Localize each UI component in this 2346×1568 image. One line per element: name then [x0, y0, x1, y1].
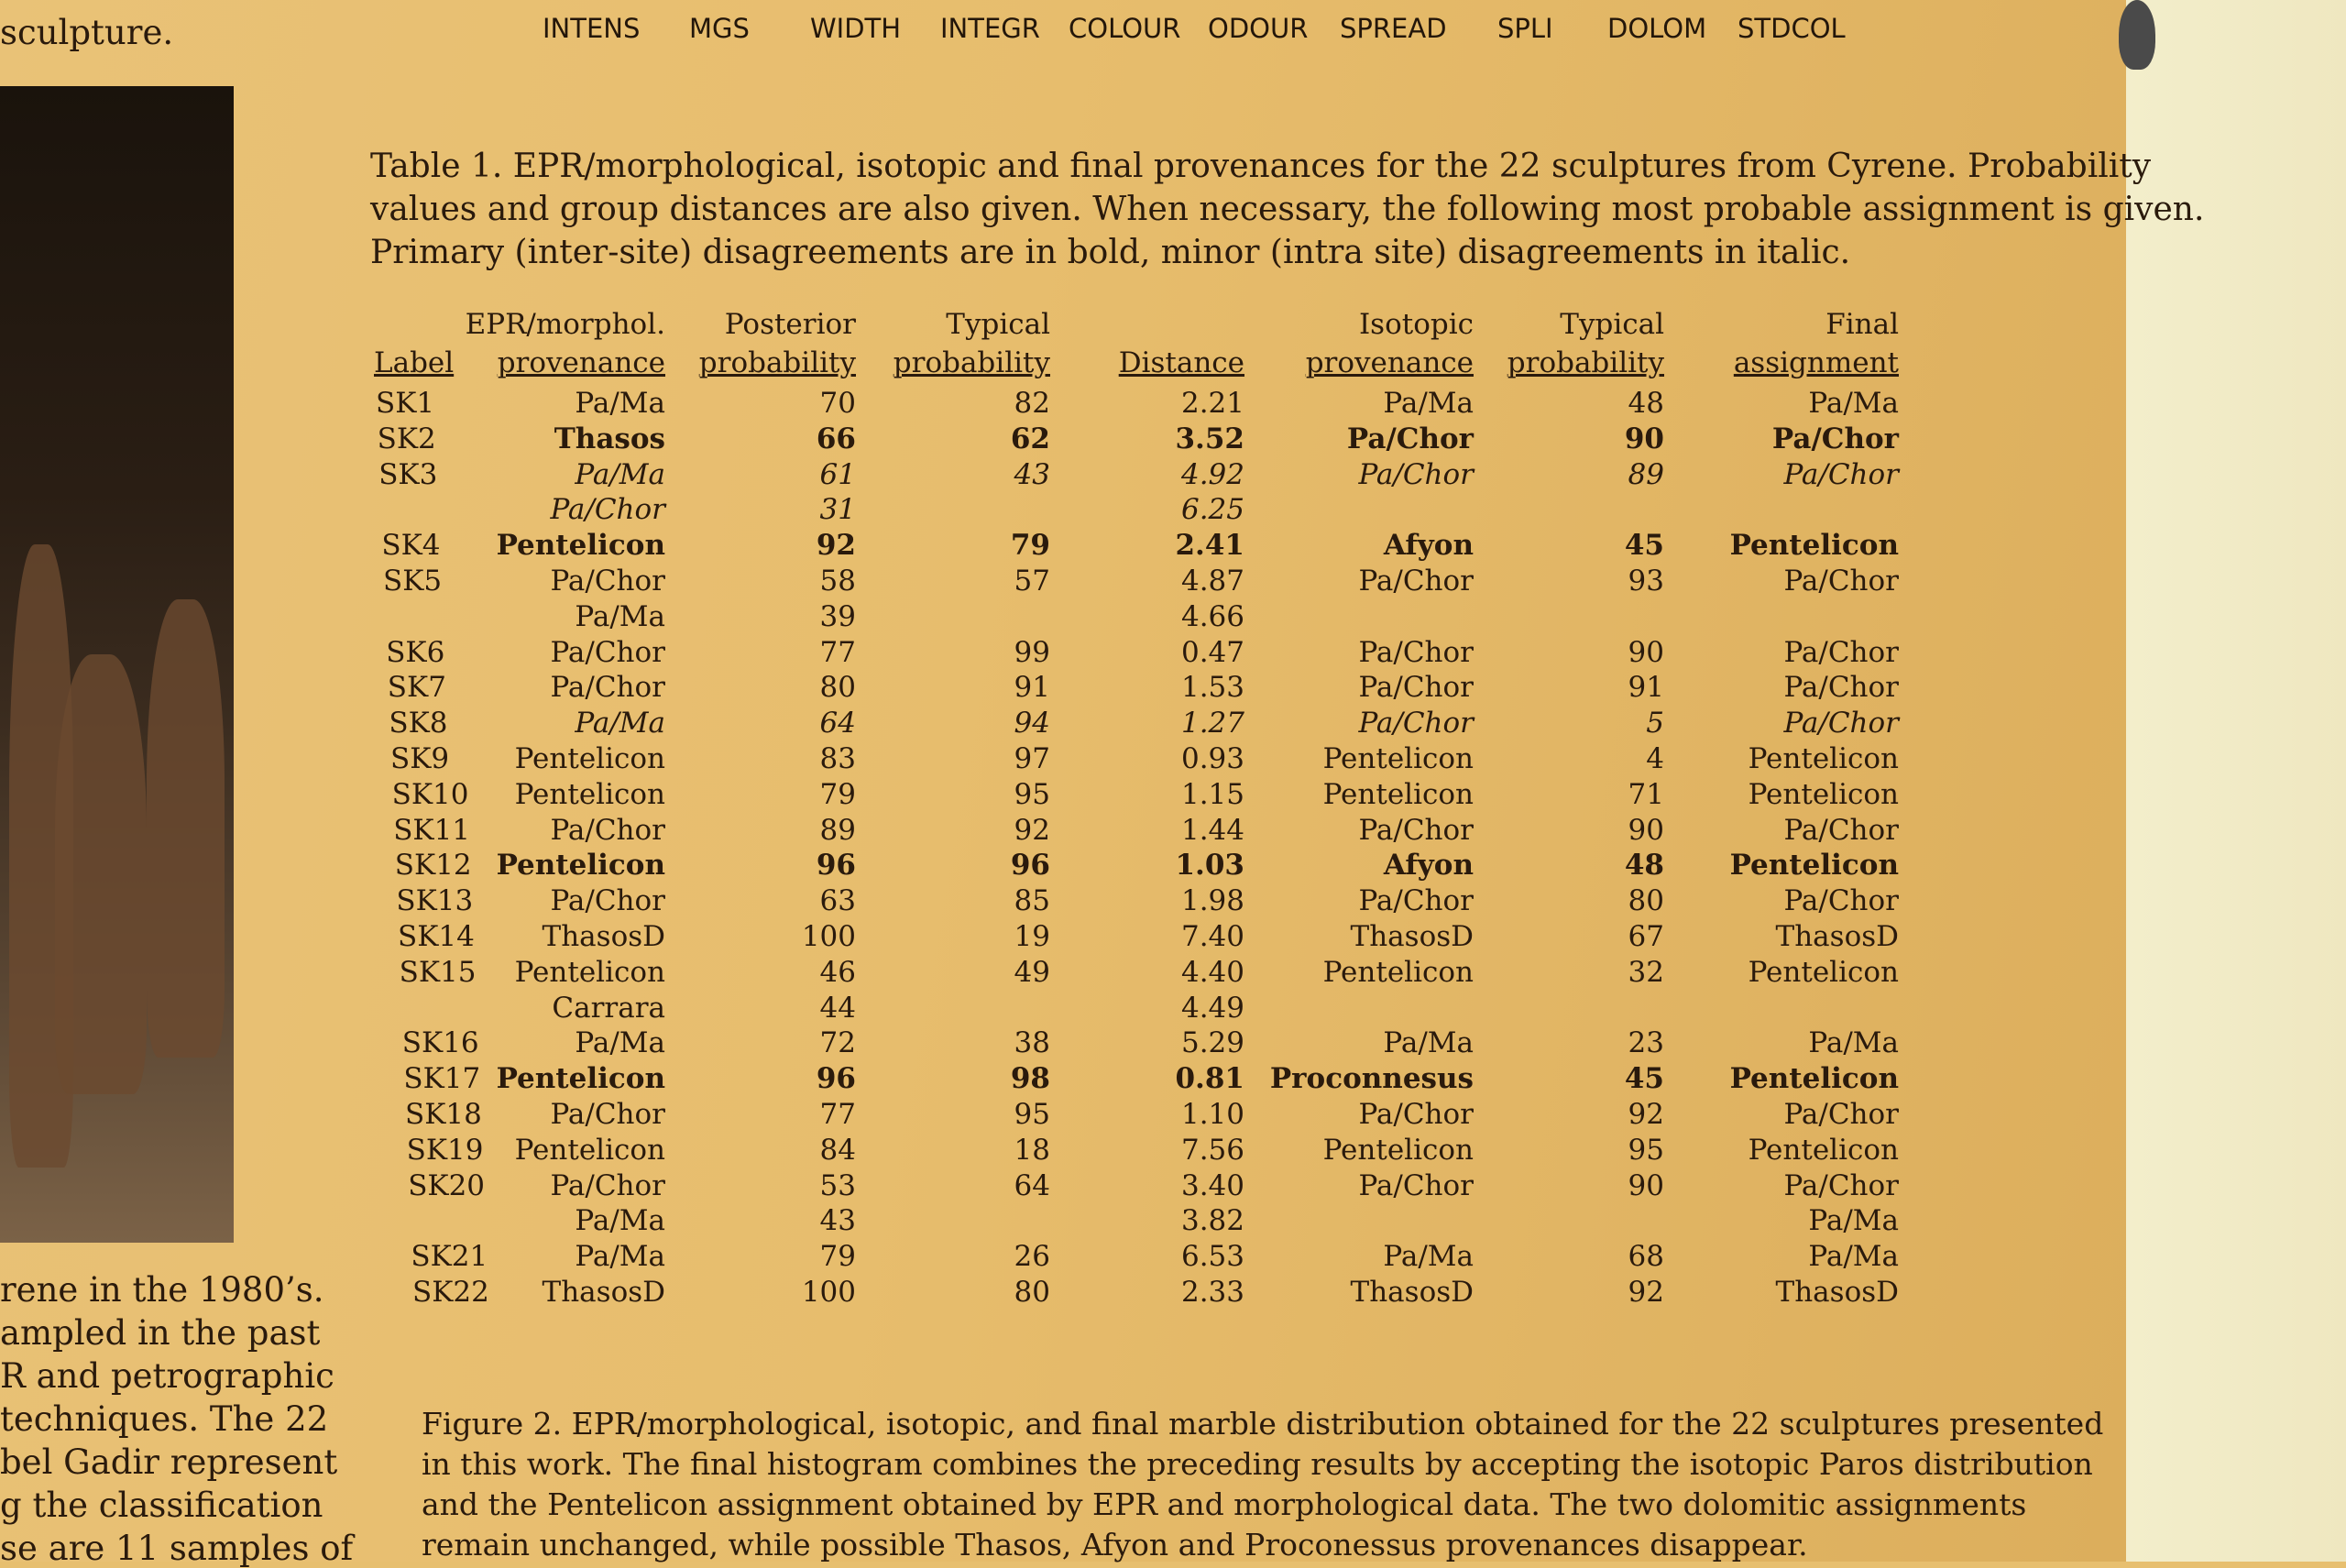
- cell-epr-provenance: Pa/Ma: [575, 1240, 665, 1274]
- cell-isotopic-provenance: Pa/Chor: [1346, 422, 1474, 455]
- cell-posterior-probability: 84: [819, 1133, 856, 1167]
- header-epr-provenance-line2: provenance: [497, 346, 665, 379]
- cell-typical-probability-2: 48: [1624, 849, 1664, 883]
- histogram-label-stdcol: STDCOL: [1738, 13, 1846, 44]
- cell-typical-probability: 96: [1010, 849, 1050, 883]
- sculpture-photo: [0, 86, 234, 1243]
- histogram-label-mgs: MGS: [689, 13, 750, 44]
- cell-epr-provenance: Thasos: [554, 422, 665, 455]
- cell-distance: 1.03: [1175, 849, 1244, 883]
- cell-epr-provenance: Pa/Chor: [550, 884, 665, 918]
- cell-epr-provenance: Pentelicon: [514, 777, 665, 811]
- cell-typical-probability-2: 48: [1628, 387, 1664, 420]
- header-posterior-probability-line2: probability: [698, 346, 856, 379]
- cell-label: SK2: [377, 422, 436, 455]
- cell-typical-probability-2: 90: [1624, 422, 1664, 455]
- histogram-label-colour: COLOUR: [1069, 13, 1181, 44]
- cell-typical-probability: 80: [1014, 1276, 1050, 1309]
- cell-distance: 4.40: [1180, 955, 1244, 989]
- cell-label: SK16: [401, 1026, 479, 1060]
- cell-final-assignment: Pa/Chor: [1783, 884, 1899, 918]
- cell-isotopic-provenance: Pa/Ma: [1383, 387, 1474, 420]
- table-caption: [370, 145, 2204, 274]
- cell-label: SK19: [406, 1133, 484, 1167]
- cell-posterior-probability: 70: [819, 387, 856, 420]
- cell-posterior-probability: 96: [816, 1062, 856, 1096]
- cell-final-assignment: Pa/Chor: [1783, 671, 1899, 705]
- cell-final-assignment: Pentelicon: [1748, 955, 1899, 989]
- cell-posterior-probability: 77: [819, 1098, 856, 1131]
- cell-final-assignment: Pa/Chor: [1771, 422, 1899, 455]
- header-isotopic-provenance-line2: provenance: [1305, 346, 1474, 379]
- cell-distance: 1.98: [1180, 884, 1244, 918]
- cell-distance: 3.40: [1180, 1168, 1244, 1202]
- cell-isotopic-provenance: Pa/Chor: [1358, 671, 1474, 705]
- cell-distance: 6.53: [1180, 1240, 1244, 1274]
- cell-posterior-probability: 44: [819, 991, 856, 1025]
- statue-shape: [55, 654, 147, 1094]
- cell-epr-provenance: Pentelicon: [496, 529, 665, 563]
- cell-final-assignment: Pentelicon: [1729, 529, 1899, 563]
- cell-final-assignment: Pa/Ma: [1808, 1026, 1899, 1060]
- cell-posterior-probability: 72: [819, 1026, 856, 1060]
- cell-typical-probability-2: 68: [1628, 1240, 1664, 1274]
- cell-posterior-probability: 63: [819, 884, 856, 918]
- cell-posterior-probability: 58: [819, 565, 856, 598]
- figure-caption-line: and the Pentelicon assignment obtained by EPR and morphological data. The two dolomitic assignments: [422, 1486, 2027, 1522]
- cell-final-assignment: Pa/Ma: [1808, 1204, 1899, 1238]
- cell-final-assignment: Pa/Chor: [1783, 565, 1899, 598]
- caption-line: Primary (inter-site) disagreements are in bold, minor (intra site) disagreements in italic.: [370, 234, 1851, 271]
- cell-typical-probability: 26: [1014, 1240, 1050, 1274]
- cell-typical-probability: 38: [1014, 1026, 1050, 1060]
- cell-final-assignment: Pentelicon: [1729, 849, 1899, 883]
- cell-typical-probability: 49: [1014, 955, 1050, 989]
- cell-isotopic-provenance: Proconnesus: [1269, 1062, 1474, 1096]
- cell-distance: 4.66: [1180, 599, 1244, 633]
- cell-distance: 2.21: [1180, 387, 1244, 420]
- cell-typical-probability-2: 4: [1646, 742, 1664, 775]
- cell-label: SK17: [403, 1062, 481, 1096]
- cell-typical-probability: 64: [1014, 1168, 1050, 1202]
- cell-label: SK6: [386, 635, 445, 669]
- cell-final-assignment: Pa/Chor: [1783, 457, 1899, 491]
- cell-final-assignment: Pa/Chor: [1783, 813, 1899, 847]
- cell-typical-probability: 85: [1014, 884, 1050, 918]
- cell-final-assignment: Pa/Ma: [1808, 1240, 1899, 1274]
- cell-label: SK8: [389, 707, 448, 740]
- cell-typical-probability-2: 45: [1624, 1062, 1664, 1096]
- cell-epr-provenance: Pentelicon: [514, 955, 665, 989]
- cell-epr-provenance: Pa/Ma: [575, 707, 665, 740]
- cell-typical-probability: 62: [1010, 422, 1050, 455]
- cell-typical-probability: 99: [1014, 635, 1050, 669]
- cell-isotopic-provenance: Pa/Chor: [1358, 565, 1474, 598]
- cell-label: SK12: [394, 849, 472, 883]
- cell-typical-probability-2: 71: [1628, 777, 1664, 811]
- cell-typical-probability-2: 92: [1628, 1276, 1664, 1309]
- cell-posterior-probability: 39: [819, 599, 856, 633]
- cell-isotopic-provenance: Pa/Chor: [1358, 635, 1474, 669]
- cell-epr-provenance: Pa/Chor: [550, 493, 665, 527]
- cell-label: SK5: [383, 565, 443, 598]
- cell-isotopic-provenance: Pa/Chor: [1358, 813, 1474, 847]
- cell-typical-probability-2: 5: [1646, 707, 1664, 740]
- cell-posterior-probability: 100: [801, 1276, 856, 1309]
- left-text-line: se are 11 samples of: [0, 1529, 354, 1568]
- figure-caption-line: Figure 2. EPR/morphological, isotopic, and final marble distribution obtained for the 22 sculptures presented: [422, 1406, 2104, 1442]
- cell-posterior-probability: 61: [819, 457, 856, 491]
- cell-epr-provenance: ThasosD: [542, 1276, 665, 1309]
- cell-label: SK15: [399, 955, 477, 989]
- left-text-top: sculpture.: [0, 13, 174, 52]
- pin-icon: [2119, 0, 2155, 70]
- cell-posterior-probability: 100: [801, 920, 856, 953]
- header-final-assignment-line2: assignment: [1733, 346, 1899, 379]
- cell-epr-provenance: Pentelicon: [514, 1133, 665, 1167]
- cell-isotopic-provenance: Pa/Chor: [1358, 1168, 1474, 1202]
- cell-typical-probability-2: 89: [1628, 457, 1664, 491]
- cell-distance: 3.52: [1175, 422, 1244, 455]
- cell-posterior-probability: 92: [816, 529, 856, 563]
- caption-line: Table 1. EPR/morphological, isotopic and final provenances for the 22 sculptures from Cyrene. Probability: [370, 148, 2152, 185]
- cell-posterior-probability: 66: [816, 422, 856, 455]
- cell-posterior-probability: 46: [819, 955, 856, 989]
- cell-epr-provenance: Pentelicon: [514, 742, 665, 775]
- left-text-line: rene in the 1980’s.: [0, 1270, 324, 1310]
- cell-final-assignment: Pa/Ma: [1808, 387, 1899, 420]
- header-typical-probability-line1: Typical: [946, 308, 1050, 341]
- cell-epr-provenance: Pa/Chor: [550, 671, 665, 705]
- left-text-line: R and petrographic: [0, 1356, 334, 1396]
- cell-label: SK7: [387, 671, 446, 705]
- cell-isotopic-provenance: Pentelicon: [1322, 742, 1474, 775]
- cell-isotopic-provenance: Pentelicon: [1322, 777, 1474, 811]
- cell-epr-provenance: Pa/Ma: [575, 457, 665, 491]
- cell-final-assignment: ThasosD: [1775, 1276, 1899, 1309]
- cell-distance: 3.82: [1180, 1204, 1244, 1238]
- cell-label: SK22: [412, 1276, 489, 1309]
- cell-typical-probability-2: 23: [1628, 1026, 1664, 1060]
- cell-final-assignment: Pa/Chor: [1783, 635, 1899, 669]
- cell-typical-probability: 94: [1014, 707, 1050, 740]
- cell-distance: 4.92: [1180, 457, 1244, 491]
- statue-shape: [147, 599, 225, 1058]
- header-posterior-probability-line1: Posterior: [724, 308, 856, 341]
- cell-typical-probability: 97: [1014, 742, 1050, 775]
- cell-label: SK1: [376, 387, 435, 420]
- cell-epr-provenance: Pa/Chor: [550, 565, 665, 598]
- cell-typical-probability: 95: [1014, 777, 1050, 811]
- cell-epr-provenance: Pa/Ma: [575, 387, 665, 420]
- cell-typical-probability: 98: [1010, 1062, 1050, 1096]
- histogram-label-odour: ODOUR: [1208, 13, 1309, 44]
- caption-line: values and group distances are also given. When necessary, the following most probable assignment is given.: [370, 191, 2205, 228]
- cell-epr-provenance: Pa/Chor: [550, 635, 665, 669]
- cell-distance: 4.49: [1180, 991, 1244, 1025]
- cell-final-assignment: Pentelicon: [1748, 777, 1899, 811]
- cell-epr-provenance: Pa/Chor: [550, 813, 665, 847]
- header-typical-probability-line2: probability: [893, 346, 1050, 379]
- cell-distance: 1.10: [1180, 1098, 1244, 1131]
- cell-typical-probability-2: 80: [1628, 884, 1664, 918]
- cell-distance: 7.56: [1180, 1133, 1244, 1167]
- cell-isotopic-provenance: Pa/Ma: [1383, 1026, 1474, 1060]
- left-text-line: techniques. The 22: [0, 1399, 329, 1439]
- cell-label: SK14: [398, 920, 475, 953]
- cell-posterior-probability: 77: [819, 635, 856, 669]
- cell-final-assignment: Pentelicon: [1748, 1133, 1899, 1167]
- cell-posterior-probability: 43: [819, 1204, 856, 1238]
- cell-distance: 2.33: [1180, 1276, 1244, 1309]
- cell-typical-probability: 19: [1014, 920, 1050, 953]
- cell-posterior-probability: 64: [819, 707, 856, 740]
- cell-typical-probability: 18: [1014, 1133, 1050, 1167]
- cell-isotopic-provenance: Pa/Chor: [1358, 884, 1474, 918]
- cell-epr-provenance: Pa/Chor: [550, 1168, 665, 1202]
- cell-typical-probability-2: 91: [1628, 671, 1664, 705]
- histogram-label-dolom: DOLOM: [1607, 13, 1707, 44]
- cell-distance: 2.41: [1175, 529, 1244, 563]
- cell-final-assignment: Pa/Chor: [1783, 1168, 1899, 1202]
- cell-epr-provenance: Carrara: [552, 991, 665, 1025]
- cell-final-assignment: ThasosD: [1775, 920, 1899, 953]
- cell-typical-probability-2: 90: [1628, 813, 1664, 847]
- cell-typical-probability-2: 92: [1628, 1098, 1664, 1131]
- cell-distance: 1.53: [1180, 671, 1244, 705]
- cell-typical-probability: 43: [1014, 457, 1050, 491]
- cell-distance: 1.27: [1180, 707, 1244, 740]
- cell-isotopic-provenance: ThasosD: [1350, 1276, 1474, 1309]
- histogram-label-integr: INTEGR: [940, 13, 1040, 44]
- cell-typical-probability: 82: [1014, 387, 1050, 420]
- cell-posterior-probability: 31: [819, 493, 856, 527]
- cell-epr-provenance: ThasosD: [542, 920, 665, 953]
- cell-isotopic-provenance: Afyon: [1383, 529, 1474, 563]
- figure-caption-line: in this work. The final histogram combines the preceding results by accepting the isotopic Paros distribution: [422, 1446, 2093, 1482]
- cell-label: SK21: [411, 1240, 488, 1274]
- cell-typical-probability-2: 95: [1628, 1133, 1664, 1167]
- header-typical-probability-2-line1: Typical: [1560, 308, 1664, 341]
- cell-distance: 0.81: [1175, 1062, 1244, 1096]
- figure-caption: [422, 1404, 2103, 1565]
- header-typical-probability-2-line2: probability: [1507, 346, 1664, 379]
- cell-typical-probability-2: 90: [1628, 1168, 1664, 1202]
- cell-distance: 7.40: [1180, 920, 1244, 953]
- cell-label: SK11: [393, 813, 471, 847]
- cell-posterior-probability: 96: [816, 849, 856, 883]
- cell-posterior-probability: 89: [819, 813, 856, 847]
- header-final-assignment-line1: Final: [1825, 308, 1899, 341]
- header-distance-line2: Distance: [1118, 346, 1244, 379]
- left-text-line: g the classification: [0, 1486, 323, 1525]
- cell-final-assignment: Pentelicon: [1729, 1062, 1899, 1096]
- cell-distance: 5.29: [1180, 1026, 1244, 1060]
- cell-typical-probability: 57: [1014, 565, 1050, 598]
- cell-typical-probability-2: 67: [1628, 920, 1664, 953]
- cell-posterior-probability: 53: [819, 1168, 856, 1202]
- cell-epr-provenance: Pentelicon: [496, 849, 665, 883]
- cell-typical-probability: 92: [1014, 813, 1050, 847]
- cell-epr-provenance: Pa/Ma: [575, 1026, 665, 1060]
- cell-distance: 1.15: [1180, 777, 1244, 811]
- cell-label: SK10: [391, 777, 469, 811]
- cell-label: SK18: [405, 1098, 482, 1131]
- cell-isotopic-provenance: Pa/Chor: [1358, 707, 1474, 740]
- header-isotopic-provenance-line1: Isotopic: [1358, 308, 1474, 341]
- cell-label: SK3: [378, 457, 438, 491]
- cell-typical-probability-2: 90: [1628, 635, 1664, 669]
- cell-typical-probability-2: 32: [1628, 955, 1664, 989]
- cell-distance: 0.93: [1180, 742, 1244, 775]
- cell-label: SK20: [408, 1168, 486, 1202]
- cell-distance: 6.25: [1180, 493, 1244, 527]
- cell-isotopic-provenance: ThasosD: [1350, 920, 1474, 953]
- cell-typical-probability: 79: [1010, 529, 1050, 563]
- cell-epr-provenance: Pa/Ma: [575, 599, 665, 633]
- cell-posterior-probability: 80: [819, 671, 856, 705]
- histogram-label-width: WIDTH: [810, 13, 902, 44]
- histogram-label-intens: INTENS: [543, 13, 641, 44]
- cell-distance: 0.47: [1180, 635, 1244, 669]
- cell-typical-probability: 91: [1014, 671, 1050, 705]
- header-epr-provenance-line1: EPR/morphol.: [465, 308, 665, 341]
- cell-isotopic-provenance: Pa/Ma: [1383, 1240, 1474, 1274]
- left-text-line: bel Gadir represent: [0, 1442, 338, 1482]
- cell-isotopic-provenance: Pa/Chor: [1358, 457, 1474, 491]
- cell-isotopic-provenance: Pa/Chor: [1358, 1098, 1474, 1131]
- cell-epr-provenance: Pa/Ma: [575, 1204, 665, 1238]
- header-label-line2: Label: [374, 346, 455, 379]
- figure-caption-line: remain unchanged, while possible Thasos, Afyon and Proconessus provenances disappear.: [422, 1527, 1808, 1563]
- cell-typical-probability-2: 93: [1628, 565, 1664, 598]
- histogram-label-spli: SPLI: [1497, 13, 1553, 44]
- cell-posterior-probability: 79: [819, 1240, 856, 1274]
- cell-epr-provenance: Pentelicon: [496, 1062, 665, 1096]
- histogram-label-spread: SPREAD: [1340, 13, 1447, 44]
- cell-final-assignment: Pa/Chor: [1783, 1098, 1899, 1131]
- cell-label: SK13: [396, 884, 474, 918]
- cell-epr-provenance: Pa/Chor: [550, 1098, 665, 1131]
- cell-distance: 1.44: [1180, 813, 1244, 847]
- cell-label: SK4: [381, 529, 441, 563]
- cell-isotopic-provenance: Pentelicon: [1322, 1133, 1474, 1167]
- cell-isotopic-provenance: Pentelicon: [1322, 955, 1474, 989]
- cell-isotopic-provenance: Afyon: [1383, 849, 1474, 883]
- cell-typical-probability: 95: [1014, 1098, 1050, 1131]
- cell-distance: 4.87: [1180, 565, 1244, 598]
- left-text-line: ampled in the past: [0, 1313, 321, 1353]
- cell-final-assignment: Pentelicon: [1748, 742, 1899, 775]
- cell-posterior-probability: 79: [819, 777, 856, 811]
- cell-posterior-probability: 83: [819, 742, 856, 775]
- cell-final-assignment: Pa/Chor: [1783, 707, 1899, 740]
- cell-typical-probability-2: 45: [1624, 529, 1664, 563]
- cell-label: SK9: [390, 742, 450, 775]
